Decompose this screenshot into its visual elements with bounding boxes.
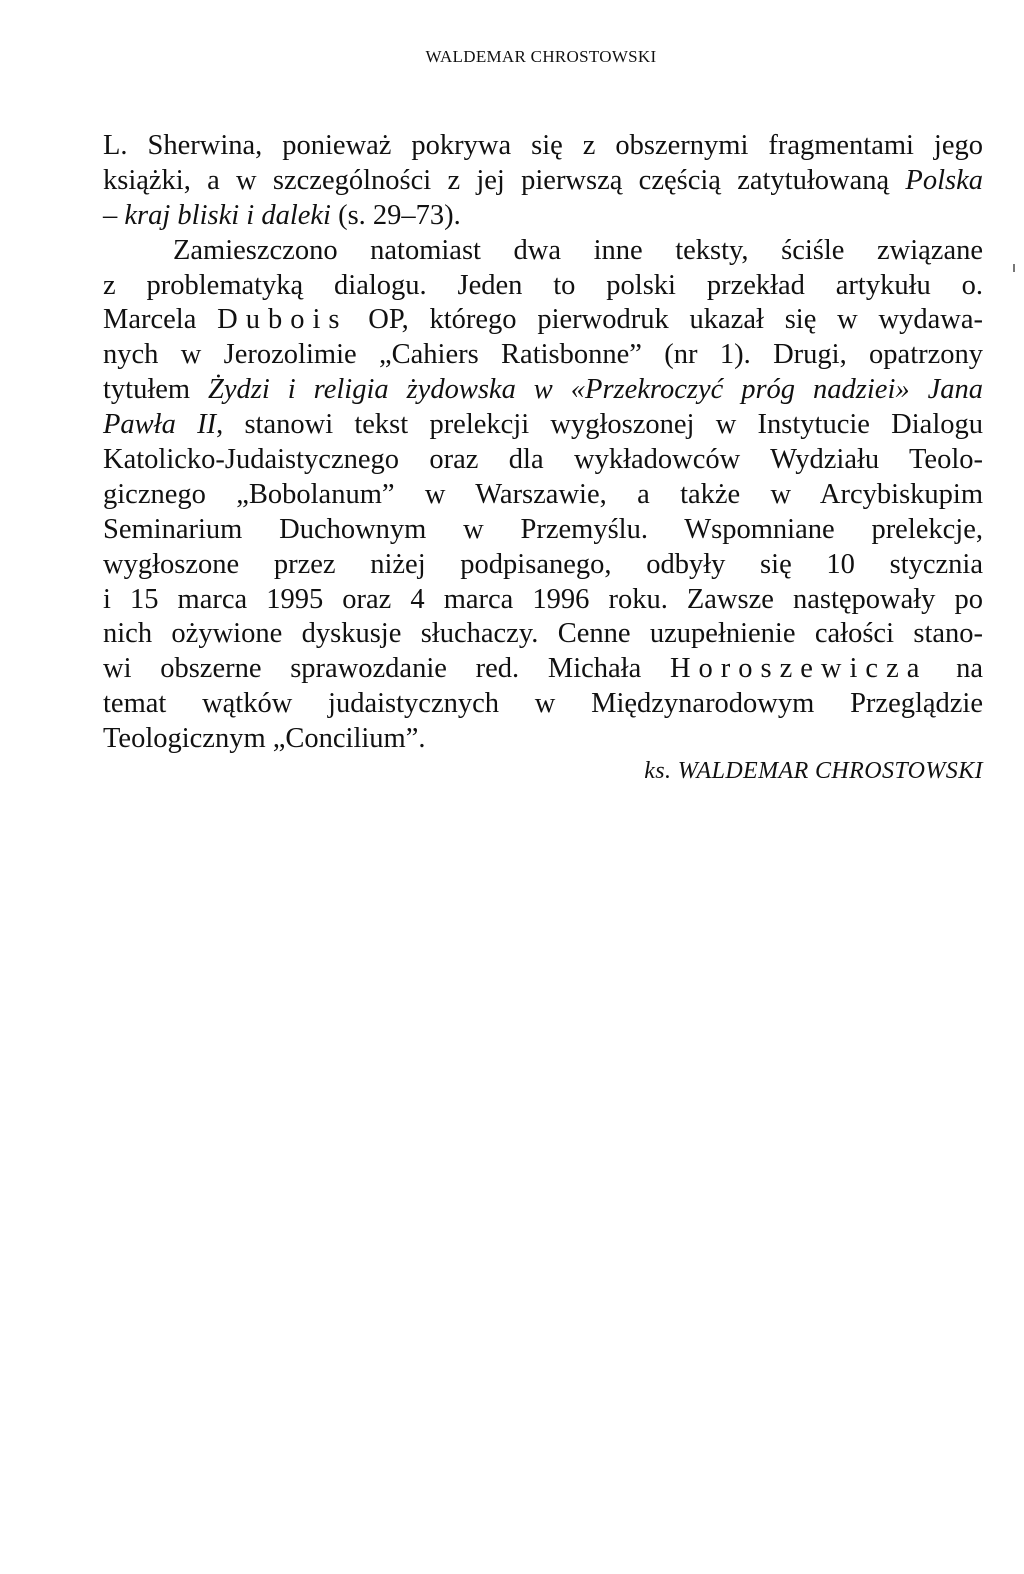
- text-line: [103, 234, 983, 269]
- text-segment: wygłoszone przez niżej podpisanego, odbyły się 10 stycznia: [103, 548, 983, 580]
- text-line: [103, 338, 983, 373]
- text-segment: Zamieszczono natomiast dwa inne teksty, ściśle związane: [173, 234, 983, 266]
- italic-title: Polska: [905, 164, 983, 196]
- italic-title: kraj bliski i daleki: [124, 199, 331, 231]
- text-segment: temat wątków judaistycznych w Międzynarodowym Przeglądzie: [103, 688, 983, 720]
- scan-mark: [1013, 264, 1015, 272]
- text-segment: Katolicko-Judaistycznego oraz dla wykładowców Wydziału Teolo-: [103, 444, 983, 476]
- text-line: [103, 722, 983, 757]
- text-line: [103, 269, 983, 304]
- text-segment: nych w Jerozolimie „Cahiers Ratisbonne” (nr 1). Drugi, opatrzony: [103, 339, 983, 371]
- text-segment: tytułem Żydzi i religia żydowska w «Przekroczyć próg nadziei» Jana: [103, 374, 983, 406]
- text-segment: nich ożywione dyskusje słuchaczy. Cenne uzupełnienie całości stano-: [103, 618, 983, 650]
- text-line: [103, 303, 983, 338]
- text-line: [103, 199, 983, 234]
- text-segment: L. Sherwina, ponieważ pokrywa się z obszernymi fragmentami jego: [103, 130, 983, 161]
- text-segment: z problematyką dialogu. Jeden to polski przekład artykułu o.: [103, 269, 983, 301]
- text-line: [103, 129, 983, 164]
- text-segment: i 15 marca 1995 oraz 4 marca 1996 roku. Zawsze następowały po: [103, 583, 983, 615]
- text-line: [103, 478, 983, 513]
- italic-title: Żydzi i religia żydowska w «Przekroczyć próg nadziei» Jana: [208, 374, 983, 406]
- running-head: WALDEMAR CHROSTOWSKI: [425, 47, 657, 66]
- text-line: [103, 687, 983, 722]
- spaced-surname: Dubois: [217, 304, 348, 336]
- text-segment: gicznego „Bobolanum” w Warszawie, a także w Arcybiskupim: [103, 478, 983, 510]
- text-line: [103, 513, 983, 548]
- text-line: [103, 652, 983, 687]
- text-line: [103, 583, 983, 618]
- text-line: [103, 617, 983, 652]
- text-segment: Teologicznym „Concilium”.: [103, 723, 426, 755]
- text-segment: książki, a w szczególności z jej pierwszą częścią zatytułowaną Polska: [103, 164, 983, 196]
- text-segment: wi obszerne sprawozdanie red. Michała Horoszewicza na: [103, 653, 983, 685]
- text-segment: – kraj bliski i daleki (s. 29–73).: [103, 199, 461, 231]
- text-line: [103, 164, 983, 199]
- author-signature: ks. WALDEMAR CHROSTOWSKI: [644, 758, 983, 784]
- text-line: [103, 443, 983, 478]
- italic-title: Pawła II: [103, 409, 217, 441]
- text-segment: Marcela Dubois OP, którego pierwodruk ukazał się w wydawa-: [103, 304, 983, 336]
- text-segment: Seminarium Duchownym w Przemyślu. Wspomniane prelekcje,: [103, 513, 983, 545]
- body-paragraph: [103, 129, 983, 757]
- spaced-surname: Horoszewicza: [669, 653, 928, 685]
- text-line: [103, 408, 983, 443]
- text-line: [103, 548, 983, 583]
- text-line: [103, 373, 983, 408]
- text-segment: Pawła II, stanowi tekst prelekcji wygłoszonej w Instytucie Dialogu: [103, 409, 983, 441]
